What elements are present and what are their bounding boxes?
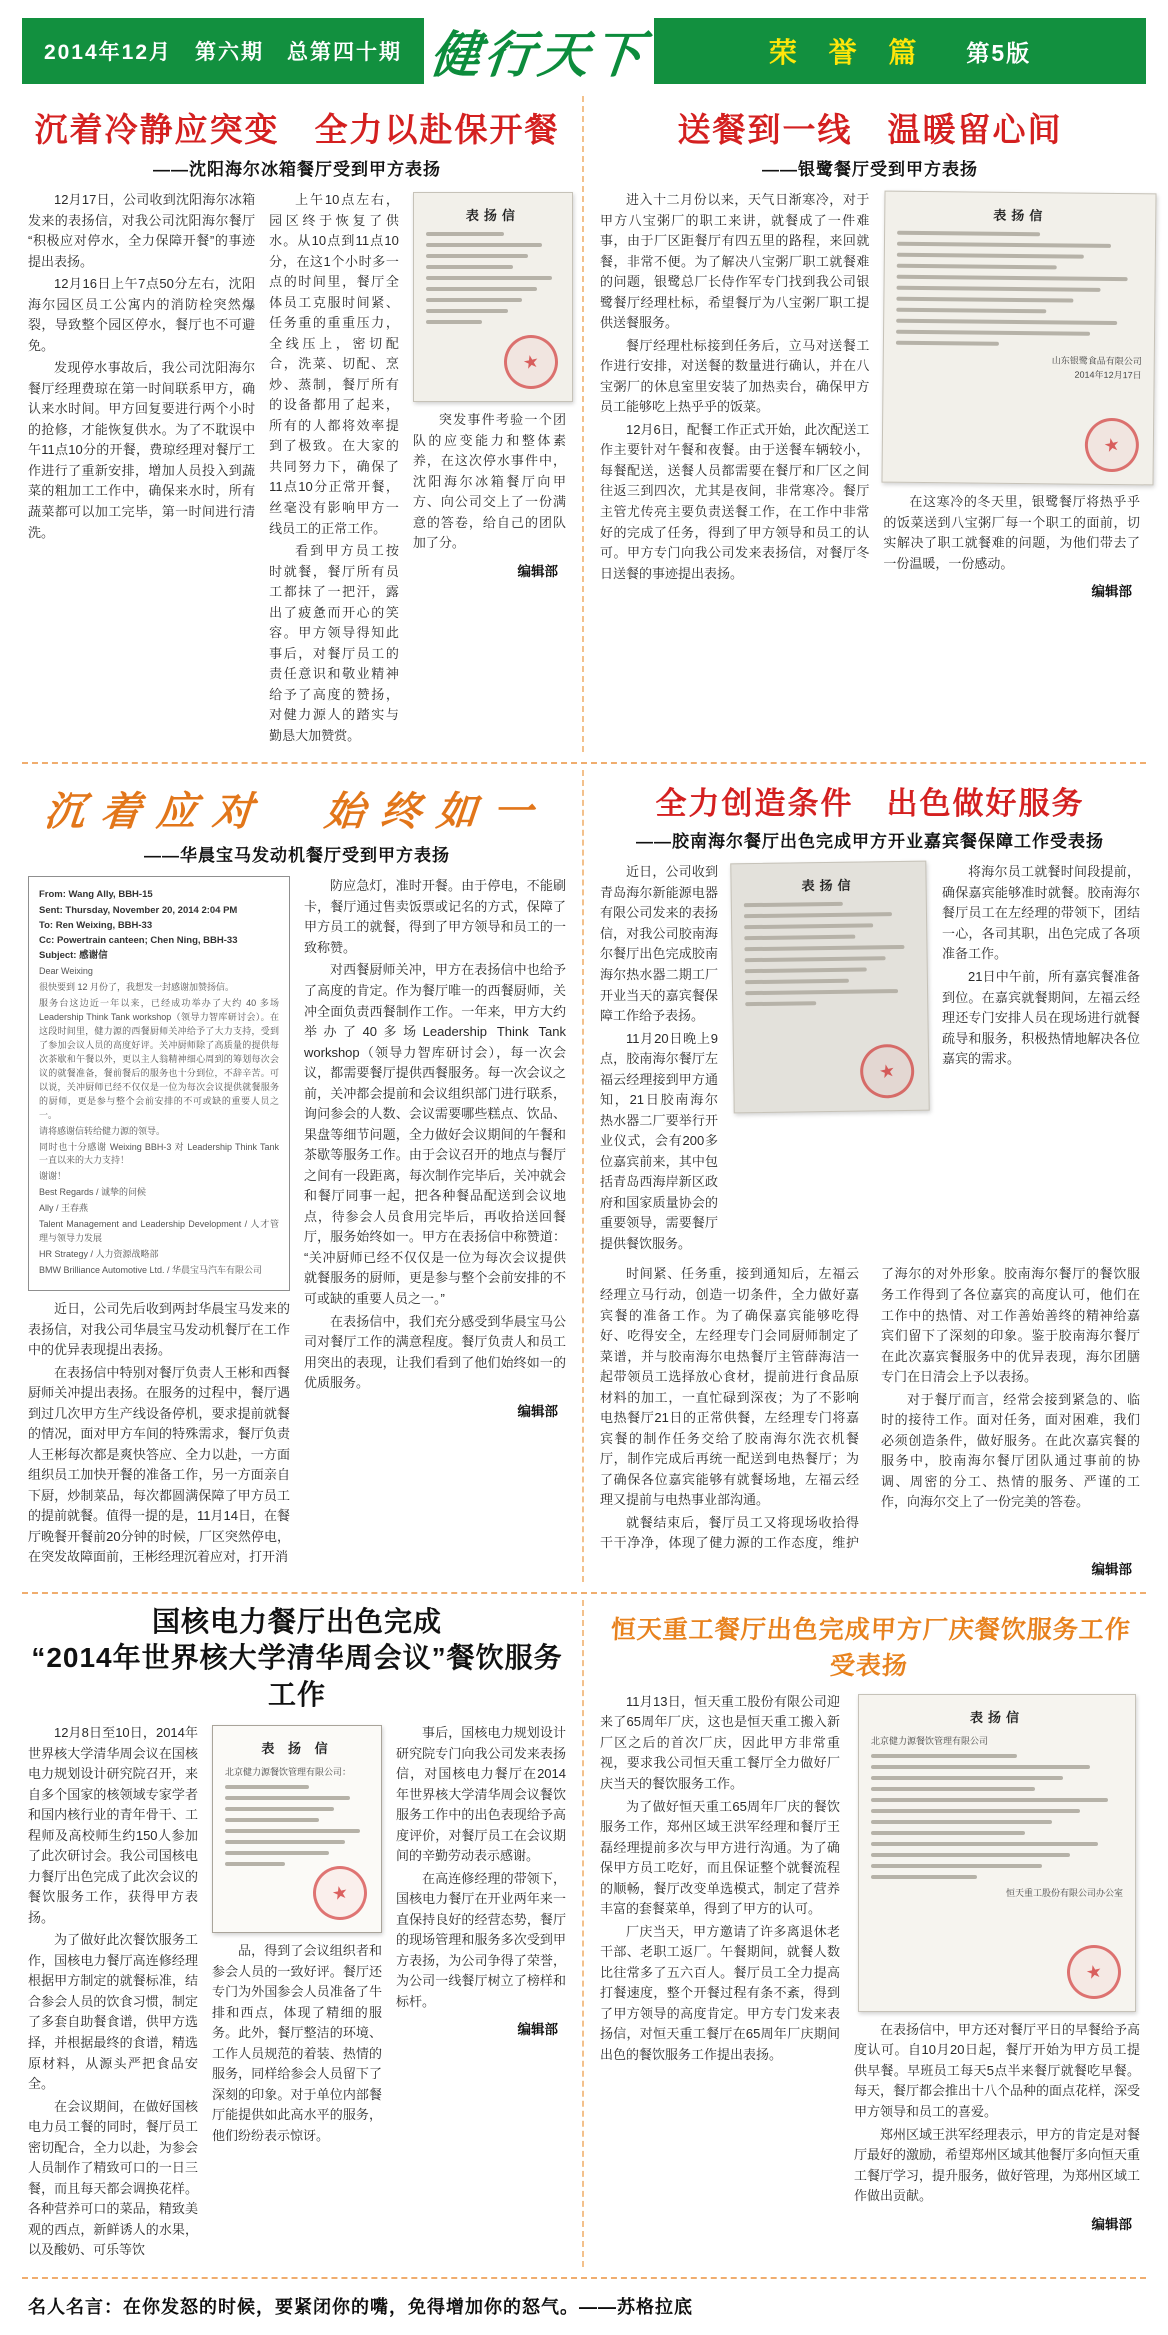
letter-text-line bbox=[426, 254, 528, 258]
article-bmw-brilliance bbox=[22, 770, 584, 1582]
text-column bbox=[883, 492, 1140, 574]
paragraph: Best Regards / 诚挚的问候 bbox=[39, 1187, 147, 1198]
article-body bbox=[600, 190, 1143, 600]
letter-text-line bbox=[745, 989, 898, 995]
letter-title: 表扬信 bbox=[969, 1709, 1024, 1725]
editor-credit: 编辑部 bbox=[1091, 1561, 1132, 1577]
letter-text-line bbox=[225, 1840, 345, 1844]
praise-letter-image bbox=[413, 192, 573, 402]
text-column-wrap bbox=[304, 876, 566, 1419]
letter-text-line bbox=[871, 1820, 1052, 1824]
letter-text-line bbox=[896, 330, 1090, 336]
letter-text-line bbox=[744, 924, 873, 930]
paragraph: 11月13日，恒天重工股份有限公司迎来了65周年厂庆，这也是恒天重工搬入新厂区之后的首次厂庆，因此甲方非常重视，要求我公司恒天重工餐厅全力做好厂庆当天的餐饮服务工作。 bbox=[600, 1693, 840, 1791]
text-column bbox=[854, 2020, 1140, 2207]
letter-text-line bbox=[871, 1787, 1035, 1791]
paragraph: 发现停水事故后，我公司沈阳海尔餐厅经理费琼在第一时间联系甲方，确认来水时间。甲方回复要进行两个小时的抢修，才能恢复供水。为了不耽误中午11点10分的开餐，费琼经理对餐厅工作进行了重新安排，增加人员投入到蔬菜的粗加工工作中，确保来水时，所有蔬菜都可以加工完毕，第一时间进行清洗。 bbox=[28, 360, 256, 540]
text-column bbox=[304, 876, 566, 1393]
email-header bbox=[39, 887, 279, 963]
letter-salutation: 北京健力源餐饮管理有限公司： bbox=[225, 1767, 352, 1778]
letter-text-line bbox=[897, 297, 1074, 303]
letter-text-line bbox=[744, 902, 843, 907]
letter-signer: 山东银鹭食品有限公司 bbox=[1052, 355, 1143, 367]
letter-text-lines bbox=[896, 231, 1143, 348]
paragraph: 就餐结束后，餐厅员工又将现场收拾得干干净净，体现了健力源的工作态度，维护了海尔的对外形象。胶南海尔餐厅的餐饮服务工作得到了各位嘉宾的高度认可，他们在工作中的热情、对工作善始善终的精神给嘉宾们留下了深刻的印象。鉴于胶南海尔餐厅在此次嘉宾餐服务中的优异表现，海尔团膳专门在日清会上予以表扬。 bbox=[600, 1266, 1140, 1551]
paragraph: 请将感谢信转给健力源的领导。 bbox=[39, 1125, 166, 1136]
row-1 bbox=[22, 90, 1146, 764]
letter-text-line bbox=[871, 1864, 1042, 1868]
letter-text-line bbox=[744, 945, 904, 951]
paragraph: 21日中午前，所有嘉宾餐准备到位。在嘉宾就餐期间，左福云经理还专门安排人员在现场进行就餐疏导和服务，积极热情地解决各位嘉宾的需求。 bbox=[942, 969, 1140, 1067]
letter-signer: 恒天重工股份有限公司办公室 bbox=[1005, 1887, 1123, 1898]
article-shenyang-haier bbox=[22, 96, 584, 752]
text-column-wrap bbox=[396, 1723, 566, 2038]
paragraph: 12月17日，公司收到沈阳海尔冰箱发来的表扬信，对我公司沈阳海尔餐厅“积极应对停水，全力保障开餐”的事迹提出表扬。 bbox=[28, 192, 256, 269]
letter-text-line bbox=[225, 1785, 309, 1789]
red-seal-stamp: ★ bbox=[308, 1861, 372, 1925]
text-column bbox=[942, 862, 1140, 1071]
masthead-section-box bbox=[654, 18, 1146, 84]
letter-text-line bbox=[871, 1776, 1063, 1780]
text-column bbox=[269, 190, 399, 748]
paragraph: 在高连修经理的带领下，国核电力餐厅在开业两年来一直保持良好的经营态势，餐厅的现场管理和服务多次受到甲方表扬，为公司争得了荣誉，为公司一线餐厅树立了榜样和标杆。 bbox=[396, 1870, 566, 2009]
text-column bbox=[28, 190, 255, 545]
letter-text-line bbox=[871, 1754, 1017, 1758]
paragraph: Ally / 王春燕 bbox=[39, 1203, 89, 1214]
letter-text-line bbox=[744, 935, 855, 941]
letter-text-line bbox=[897, 242, 1111, 248]
letter-column bbox=[854, 1692, 1140, 2233]
paragraph: 同时也十分感谢 Weixing BBH-3 对 Leadership Think Tank 一直以来的大力支持！ bbox=[39, 1141, 279, 1166]
red-seal-stamp: ★ bbox=[1081, 413, 1145, 477]
article-title: 恒天重工餐厅出色完成甲方厂庆餐饮服务工作受表扬 bbox=[610, 1615, 1132, 1680]
letter-text-line bbox=[225, 1851, 329, 1855]
paragraph: Cc: Powertrain canteen; Chen Ning, BBH-33 bbox=[39, 934, 238, 946]
letter-text-lines bbox=[871, 1754, 1123, 1879]
letter-text-line bbox=[225, 1829, 360, 1833]
letter-text-line bbox=[426, 287, 537, 291]
paragraph: 进入十二月份以来，天气日渐寒冷，对于甲方八宝粥厂的职工来讲，就餐成了一件难事，由于厂区距餐厅有四五里的路程，来回就餐，非常不便。为了解决八宝粥厂职工就餐难的问题，银鹭总厂长侍作军专门找到我公司银鹭餐厅经理杜标，希望餐厅为八宝粥厂职工提供送餐服务。 bbox=[600, 192, 870, 331]
article-body bbox=[28, 190, 566, 748]
letter-title: 表 扬 信 bbox=[261, 1741, 333, 1757]
paragraph: 12月6日，配餐工作正式开始，此次配送工作主要针对午餐和夜餐。由于送餐车辆较小，每餐配送，送餐人员都需要在餐厅和厂区之间往返三到四次，尤其是夜间，非常寒冷。餐厅主管尤传亮主要负责送餐工作，在工作中非常好的完成了任务，得到了甲方领导和员工的认可。甲方专门向我公司发来表扬信，对餐厅冬日送餐的事迹提出表扬。 bbox=[600, 421, 870, 581]
email-body bbox=[39, 965, 279, 1278]
article-subtitle: ——华晨宝马发动机餐厅受到甲方表扬 bbox=[144, 846, 450, 866]
paragraph: To: Ren Weixing, BBH-33 bbox=[39, 919, 153, 931]
paragraph: 近日，公司收到青岛海尔新能源电器有限公司发来的表扬信，对我公司胶南海尔餐厅出色完成胶南海尔热水器二期工厂开业当天的嘉宾餐保障工作给予表扬。 bbox=[600, 864, 718, 1024]
praise-letter-image bbox=[858, 1694, 1136, 2012]
paragraph: From: Wang Ally, BBH-15 bbox=[39, 889, 153, 901]
letter-text-line bbox=[745, 968, 867, 974]
section-label: 荣 誉 篇 bbox=[768, 37, 929, 68]
letter-text-line bbox=[744, 912, 892, 918]
letter-signature bbox=[871, 1886, 1123, 1900]
article-subtitle: ——银鹭餐厅受到甲方表扬 bbox=[762, 160, 978, 179]
praise-letter-image bbox=[730, 861, 929, 1114]
letter-date: 2014年12月17日 bbox=[1074, 369, 1143, 381]
red-seal-stamp: ★ bbox=[855, 1039, 920, 1104]
article-title: 沉着应对 始终如一 bbox=[42, 790, 551, 835]
masthead bbox=[22, 18, 1146, 84]
editor-credit: 编辑部 bbox=[517, 563, 558, 579]
article-body bbox=[28, 876, 566, 1570]
letter-text-line bbox=[426, 265, 513, 269]
article-title: 沉着冷静应突变 全力以赴保开餐 bbox=[34, 111, 560, 148]
issue-info: 2014年12月 第六期 总第四十期 bbox=[43, 41, 403, 64]
article-body bbox=[600, 1692, 1140, 2233]
letter-column bbox=[883, 190, 1143, 600]
article-yinlu bbox=[584, 96, 1146, 752]
famous-quote: 名人名言：在你发怒的时候，要紧闭你的嘴，免得增加你的怒气。——苏格拉底 bbox=[28, 2296, 693, 2317]
paragraph: 近日，公司先后收到两封华晨宝马发来的表扬信，对我公司华晨宝马发动机餐厅在工作中的优异表现提出表扬。 bbox=[28, 1300, 290, 1358]
letter-text-line bbox=[225, 1807, 334, 1811]
letter-text-line bbox=[426, 320, 482, 324]
letter-text-line bbox=[225, 1818, 319, 1822]
paragraph: 对于餐厅而言，经常会接到紧急的、临时的接待工作。面对任务，面对困难，我们必须创造条件，做好服务。在此次嘉宾餐的服务中，胶南海尔餐厅团队通过事前的协调、周密的分工、热情的服务、严谨的工作，向海尔交上了一份完美的答卷。 bbox=[881, 1391, 1140, 1510]
article-bottom-columns bbox=[600, 1264, 1140, 1553]
paragraph: 郑州区域王洪军经理表示，甲方的肯定是对餐厅最好的激励，希望郑州区域其他餐厅多向恒天重工餐厅学习，提升服务，做好管理，为郑州区域工作做出贡献。 bbox=[854, 2126, 1141, 2204]
paragraph: 时间紧、任务重，接到通知后，左福云经理立马行动，创造一切条件，全力做好嘉宾餐的准备工作。为了确保嘉宾能够吃得好、吃得安全，左经理专门会同厨师制定了菜谱，并与胶南海尔电热餐厅主管薛海洁一起带领员工选择放心食材，提前进行食品原材料的加工，一直忙碌到深夜；为了不影响电热餐厅21日的正常供餐，左经理专门将嘉宾餐的制作任务交给了胶南海尔洗衣机餐厅，制作完成后再统一配送到电热餐厅；为了确保各位嘉宾能够有就餐场地，左福云经理又提前与电热事业部沟通。 bbox=[600, 1266, 859, 1508]
letter-text-line bbox=[897, 319, 1118, 325]
article-body bbox=[600, 862, 1140, 1256]
paragraph: 厂庆当天，甲方邀请了许多离退休老干部、老职工返厂。午餐期间，就餐人数比往常多了五六百人。餐厅员工全力提高打餐速度，整个开餐过程有条不紊，得到了甲方领导的高度肯定。甲方专门发来表扬信，对恒天重工餐厅在65周年厂庆期间出色的餐饮服务工作提出表扬。 bbox=[600, 1923, 840, 2062]
letter-text-line bbox=[896, 341, 999, 346]
text-column bbox=[396, 1723, 566, 2012]
letter-title: 表扬信 bbox=[993, 207, 1048, 224]
paper-title: 健行天下 bbox=[427, 27, 650, 83]
letter-text-lines bbox=[744, 901, 915, 1006]
letter-column bbox=[212, 1723, 382, 2148]
letter-text-line bbox=[426, 276, 552, 280]
paragraph: 上午10点左右，园区终于恢复了供水。从10点到11点10分，在这1个小时多一点的时间里，餐厅全体员工克服时间紧、任务重的重重压力，全线压上，密切配合，洗菜、切配、烹炒、蒸制，餐厅所有的设备都用了起来，所有的人都将效率提到了极致。在大家的共同努力下，确保了11点10分正常开餐，丝毫没有影响甲方一线员工的正常工作。 bbox=[269, 192, 399, 536]
praise-letter-image bbox=[882, 191, 1157, 486]
paragraph: 在表扬信中特别对餐厅负责人王彬和西餐厨师关冲提出表扬。在服务的过程中，餐厅遇到过几次甲方生产线设备停机，要求提前就餐的情况，面对甲方车间的特殊需求，餐厅负责人王彬每次都是爽快答应、全力以赴，一方面组织员工加快开餐的准备工作，另一方面亲自下厨，炒制菜品，每次都圆满保障了甲方员工的提前就餐。值得一提的是，11月14日，在餐厅晚餐开餐前20分钟的时候，厂区突然停电，在突发故障面前，王彬经理沉着应对，打开消 bbox=[28, 1364, 290, 1565]
letter-signature bbox=[896, 352, 1142, 383]
text-column bbox=[413, 410, 566, 554]
paragraph: Dear Weixing bbox=[39, 966, 93, 977]
row-2 bbox=[22, 764, 1146, 1594]
letter-text-line bbox=[426, 309, 508, 313]
letter-text-line bbox=[871, 1831, 1025, 1835]
paragraph: 11月20日晚上9点，胶南海尔餐厅左福云经理接到甲方通知，21日胶南海尔热水器二厂要举行开业仪式，会有200多位嘉宾前来，其中包括青岛西海岸新区政府和国家质量协会的重要领导，需要餐厅提供餐饮服务。 bbox=[600, 1030, 718, 1251]
text-column bbox=[28, 1299, 290, 1568]
red-seal-stamp: ★ bbox=[499, 330, 563, 394]
letter-text-line bbox=[745, 957, 886, 963]
article-hengtian-heavy bbox=[584, 1600, 1146, 2267]
letter-text-line bbox=[225, 1862, 285, 1866]
letter-text-line bbox=[225, 1796, 350, 1800]
paragraph: 在表扬信中，我们充分感受到华晨宝马公司对餐厅工作的满意程度。餐厅负责人和员工用突出的表现，让我们看到了他们始终如一的优质服务。 bbox=[304, 1313, 566, 1391]
article-title-line1: 国核电力餐厅出色完成 bbox=[151, 1605, 442, 1637]
editor-credit: 编辑部 bbox=[1091, 2216, 1132, 2232]
paragraph: 12月8日至10日，2014年世界核大学清华周会议在国核电力规划设计研究院召开，来自多个国家的核领域专家学者和国内核行业的青年骨干、工程师及高校师生约150人参加了此次研讨会。我公司国核电力餐厅出色完成了此次会议的餐饮服务工作，获得甲方表扬。 bbox=[28, 1725, 198, 1925]
letter-text-lines bbox=[426, 232, 560, 324]
letter-text-line bbox=[426, 298, 522, 302]
letter-text-line bbox=[897, 308, 1047, 314]
red-seal-stamp: ★ bbox=[1062, 1940, 1126, 2004]
masthead-issue-box bbox=[22, 18, 424, 84]
letter-text-line bbox=[426, 232, 504, 236]
letter-text-line bbox=[871, 1765, 1090, 1769]
email-column bbox=[28, 876, 290, 1570]
paragraph: 服务台这边近一年以来，已经成功举办了大约 40 多场 Leadership Think Tank workshop（领导力智库研讨会）。在这段时间里，健力源的西餐厨师关冲给予了大力支持，受到了参加会议人员的高度好评。关冲厨师除了高质量的提供每次茶歇和午餐以外，更以主人翁精神细心周到的筹划每次会议的就餐准备，餐前餐后的服务也十分到位，不辞辛苦。可以说，关冲厨师已经不仅仅是一位为每次会议提供就餐服务的厨师，更是参与整个会前安排的不可或缺的重要人员之一。 bbox=[39, 998, 279, 1120]
paragraph: HR Strategy / 人力资源战略部 bbox=[39, 1249, 159, 1260]
letter-text-line bbox=[897, 275, 1128, 281]
article-subtitle: ——沈阳海尔冰箱餐厅受到甲方表扬 bbox=[153, 160, 441, 179]
letter-text-line bbox=[871, 1798, 1108, 1802]
paragraph: 在表扬信中，甲方还对餐厅平日的早餐给予高度认可。自10月20日起，餐厅开始为甲方员工提供早餐。早班员工每天5点半来餐厅就餐吃早餐。每天，餐厅都会推出十八个品种的面点花样，深受甲方领导和员工的喜爱。 bbox=[854, 2021, 1141, 2119]
paragraph: 品，得到了会议组织者和参会人员的一致好评。餐厅还专门为外国参会人员准备了牛排和西点，体现了精细的服务。此外，餐厅整洁的环境、工作人员规范的着装、热情的服务，同样给参会人员留下了深刻的印象。对于单位内部餐厅能提供如此高水平的服务，他们纷纷表示惊讶。 bbox=[212, 1943, 382, 2143]
article-subtitle: ——胶南海尔餐厅出色完成甲方开业嘉宾餐保障工作受表扬 bbox=[636, 832, 1104, 852]
letter-column bbox=[413, 190, 566, 580]
article-jiaonan-haier bbox=[584, 770, 1146, 1582]
letter-text-line bbox=[871, 1875, 977, 1879]
paragraph: 餐厅经理杜标接到任务后，立马对送餐工作进行安排，对送餐的数量进行确认，并在八宝粥厂的休息室里安装了加热卖台，确保甲方员工能够吃上热乎乎的饭菜。 bbox=[600, 337, 870, 415]
letter-text-line bbox=[871, 1809, 1080, 1813]
paragraph: Sent: Thursday, November 20, 2014 2:04 PM bbox=[39, 904, 238, 916]
paragraph: BMW Brilliance Automotive Ltd. / 华晨宝马汽车有限公司 bbox=[39, 1265, 263, 1276]
text-column bbox=[212, 1941, 382, 2146]
paragraph: 将海尔员工就餐时间段提前，确保嘉宾能够准时就餐。胶南海尔餐厅员工在左经理的带领下，团结一心，各司其职，出色完成了各项准备工作。 bbox=[942, 864, 1140, 962]
text-column bbox=[600, 1692, 840, 2068]
editor-credit: 编辑部 bbox=[517, 2022, 558, 2038]
page-number-label: 第5版 bbox=[966, 39, 1032, 66]
letter-text-line bbox=[897, 231, 1040, 236]
paragraph: 防应急灯，准时开餐。由于停电，不能刷卡，餐厅通过售卖饭票或记名的方式，保障了甲方员工的就餐，得到了甲方领导和员工的一致称赞。 bbox=[304, 878, 566, 955]
letter-text-line bbox=[897, 253, 1084, 259]
paragraph: Talent Management and Leadership Development / 人才管理与领导力发展 bbox=[39, 1219, 279, 1244]
letter-text-line bbox=[426, 243, 543, 247]
paragraph: 12月16日上午7点50分左右，沈阳海尔园区员工公寓内的消防栓突然爆裂，导致整个园区停水，餐厅也不可避免。 bbox=[28, 276, 256, 353]
paragraph: 对西餐厨师关冲，甲方在表扬信中也给予了高度的肯定。作为餐厅唯一的西餐厨师，关冲全面负责西餐制作工作。一年来，甲方大约举办了40多场Leadership Think Tank workshop（领导力智库研讨会），每一次会议，都需要餐厅提供西餐服务。每一次会议之前，关冲都会提前和会议组织部门进行联系，询问参会的人数、会议需要哪些糕点、饮品、果盘等细节问题，全力做好会议期间的午餐和茶歇等服务工作。由于会议召开的地点与餐厅之间有一段距离，每次制作完毕后，关冲就会和餐厅同事一起，把各种餐品配送到会议地点，待参会人员食用完毕后，再收拾送回餐厅，服务始终如一。甲方在表扬信中称赞道：“关冲厨师已经不仅仅是一位为每次会议提供就餐服务的厨师，更是参与整个会前安排的不可或缺的重要人员之一。” bbox=[304, 962, 566, 1306]
letter-title: 表扬信 bbox=[465, 208, 520, 223]
email-screenshot bbox=[28, 876, 290, 1291]
article-title-line2: “2014年世界核大学清华周会议”餐饮服务工作 bbox=[31, 1642, 563, 1710]
row-3 bbox=[22, 1594, 1146, 2279]
editor-credit: 编辑部 bbox=[1091, 584, 1132, 600]
article-guohe-power bbox=[22, 1600, 584, 2267]
letter-text-line bbox=[871, 1842, 1098, 1846]
paragraph: 在会议期间，在做好国核电力员工餐的同时，餐厅员工密切配合，全力以赴，为参会人员制作了精致可口的一日三餐，而且每天都会调换花样。各种营养可口的菜品，精致美观的西点，新鲜诱人的水果，以及酸奶、可乐等饮 bbox=[28, 2098, 198, 2258]
article-title: 全力创造条件 出色做好服务 bbox=[655, 786, 1085, 822]
letter-text-line bbox=[745, 979, 849, 984]
letter-text-lines bbox=[225, 1785, 369, 1866]
paragraph: 看到甲方员工按时就餐，餐厅所有员工都抹了一把汗，露出了疲惫而开心的笑容。甲方领导得知此事后，对餐厅员工的责任意识和敬业精神给予了高度的赞扬，对健力源人的踏实与勤恳大加赞赏。 bbox=[269, 543, 399, 743]
article-body bbox=[28, 1723, 566, 2263]
letter-salutation: 北京健力源餐饮管理有限公司 bbox=[871, 1735, 989, 1746]
paragraph: 突发事件考验一个团队的应变能力和整体素养，在这次停水事件中，沈阳海尔冰箱餐厅向甲方、向公司交上了一份满意的答卷，给自己的团队加了分。 bbox=[412, 412, 566, 551]
paragraph: 事后，国核电力规划设计研究院专门向我公司发来表扬信，对国核电力餐厅在2014年世界核大学清华周会议餐饮服务工作中的出色表现给予高度评价，对餐厅员工在会议期间的辛勤劳动表示感谢。 bbox=[396, 1725, 566, 1864]
text-column bbox=[28, 1723, 198, 2263]
editor-credit: 编辑部 bbox=[517, 1403, 558, 1419]
paragraph: 在这寒冷的冬天里，银鹭餐厅将热乎乎的饭菜送到八宝粥厂每一个职工的面前，切实解决了职工就餐难的问题，为他们带去了一份温暖，一份感动。 bbox=[883, 494, 1140, 571]
paragraph: 为了做好此次餐饮服务工作，国核电力餐厅高连修经理根据甲方制定的就餐标准，结合参会人员的饮食习惯，制定了多套自助餐食谱，供甲方选择，并根据最终的食谱，精选原材料，从源头严把食品安全。 bbox=[28, 1932, 198, 2092]
masthead-title-box bbox=[424, 18, 654, 84]
letter-text-line bbox=[871, 1853, 1070, 1857]
paragraph: 很快要到 12 月份了，我想发一封感谢加赞扬信。 bbox=[39, 982, 235, 993]
letter-title: 表扬信 bbox=[801, 877, 856, 894]
letter-text-line bbox=[897, 264, 1057, 270]
praise-letter-image bbox=[212, 1725, 382, 1933]
paragraph: Subject: 感谢信 bbox=[39, 950, 108, 962]
paragraph: 谢谢！ bbox=[39, 1171, 67, 1182]
text-column bbox=[600, 190, 869, 586]
article-title: 送餐到一线 温暖留心间 bbox=[677, 111, 1063, 148]
letter-text-line bbox=[745, 1002, 816, 1007]
letter-text-line bbox=[897, 286, 1101, 292]
paragraph: 为了做好恒天重工65周年厂庆的餐饮服务工作，郑州区域王洪军经理和餐厅王磊经理提前多次与甲方进行沟通。为了确保甲方员工吃好，而且保证整个就餐流程的顺畅，餐厅改变单选模式，制定了营养丰富的套餐菜单，得到了甲方的认可。 bbox=[600, 1798, 840, 1917]
text-column bbox=[600, 862, 718, 1256]
